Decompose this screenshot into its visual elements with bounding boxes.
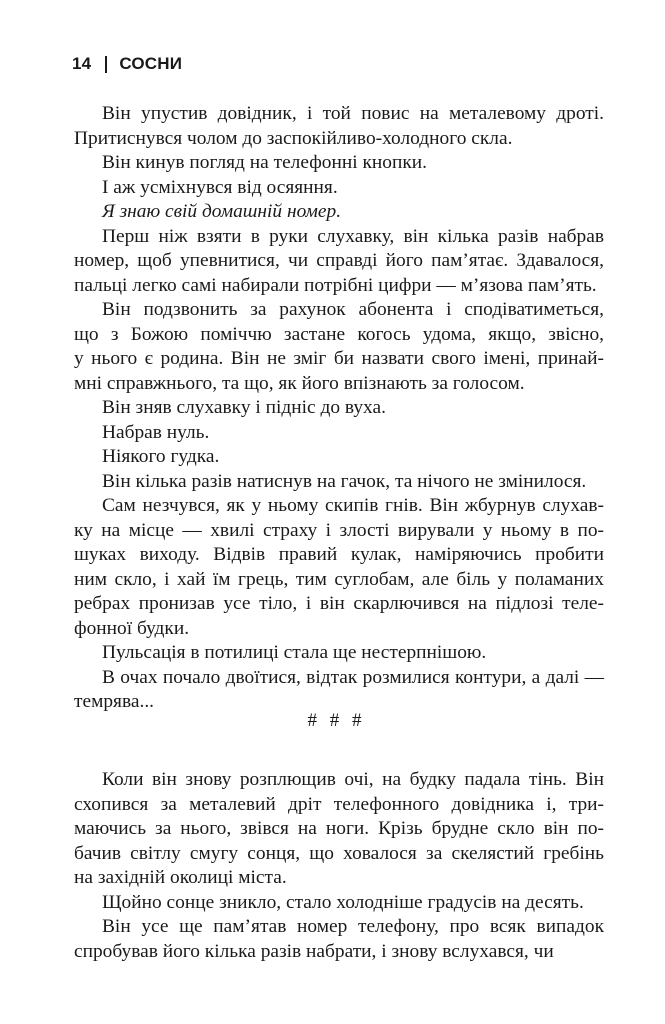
paragraph: [74, 641, 604, 666]
text-line: у нього є родина. Він не зміг би назвати свого імені, принай-: [74, 348, 604, 369]
text-line: на західній околиці міста.: [74, 867, 287, 888]
text-line: Набрав нуль.: [102, 421, 210, 443]
paragraph: [74, 891, 604, 916]
body-text-before-break: [74, 102, 604, 715]
paragraph: [74, 470, 604, 495]
text-line: мні справжнього, та що, як його впізнають за голосом.: [74, 372, 525, 394]
text-line: І аж усміхнувся від осяяння.: [102, 176, 338, 198]
text-line: ребрах пронизав усе тіло, і він скарлючився на підлозі теле-: [74, 593, 604, 614]
text-line: ку на місце — хвилі страху і злості вирували у ньому в по-: [74, 519, 604, 541]
text-line: Він зняв слухавку і підніс до вуха.: [102, 397, 386, 418]
paragraph: [74, 445, 604, 470]
paragraph: [74, 396, 604, 421]
text-line: Він упустив довідник, і той повис на металевому дроті.: [102, 103, 604, 124]
paragraph: [74, 225, 604, 299]
text-line: номер, щоб упевнитися, чи справді його пам’ятає. Здавалося,: [74, 250, 604, 271]
text-line: шуках виходу. Відвів правий кулак, наміряючись пробити: [74, 544, 604, 565]
text-line: В очах почало двоїтися, відтак розмилися контури, а далі —: [102, 666, 604, 688]
paragraph: [74, 176, 604, 201]
text-line: Я знаю свій домашній номер.: [102, 201, 342, 222]
paragraph: [74, 494, 604, 641]
section-break: # # #: [307, 710, 366, 731]
paragraph: [74, 298, 604, 396]
text-line: бачив світлу смугу сонця, що ховалося за скелястий гребінь: [74, 842, 604, 864]
header-separator: [105, 56, 107, 73]
body-text-after-break: [74, 768, 604, 964]
paragraph: [74, 200, 604, 225]
text-line: Він усе ще пам’ятав номер телефону, про всяк випадок: [102, 916, 604, 937]
text-line: Перш ніж взяти в руки слухавку, він кілька разів набрав: [102, 225, 604, 247]
page-number: 14: [72, 54, 92, 73]
text-line: спробував його кілька разів набрати, і знову вслухався, чи: [74, 940, 554, 962]
text-line: що з Божою поміччю застане когось удома, якщо, звісно,: [74, 323, 604, 345]
text-line: Він подзвонить за рахунок абонента і сподіватиметься,: [102, 299, 604, 320]
text-line: Коли він знову розплющив очі, на будку падала тінь. Він: [102, 769, 604, 790]
paragraph: [74, 768, 604, 891]
book-title: СОСНИ: [119, 54, 183, 73]
paragraph: [74, 102, 604, 151]
text-line: Ніякого гудка.: [102, 446, 220, 467]
paragraph: [74, 915, 604, 964]
text-line: Він кілька разів натиснув на гачок, та нічого не змінилося.: [102, 470, 587, 492]
paragraph: [74, 421, 604, 446]
text-line: фонної будки.: [74, 617, 190, 639]
text-line: Він кинув погляд на телефонні кнопки.: [102, 152, 427, 173]
paragraph: [74, 666, 604, 715]
text-line: Щойно сонце зникло, стало холодніше градусів на десять.: [102, 891, 584, 913]
text-line: ним скло, і хай їм грець, тим суглобам, але біль у поламаних: [74, 568, 604, 590]
paragraph: [74, 151, 604, 176]
text-line: пальці легко самі набирали потрібні цифри — м’язова пам’ять.: [74, 274, 597, 296]
text-line: Пульсація в потилиці стала ще нестерпнішою.: [102, 642, 487, 663]
running-head: [72, 52, 182, 76]
text-line: Сам незчувся, як у ньому скипів гнів. Він жбурнув слухав-: [102, 495, 604, 516]
text-line: схопився за металевий дріт телефонного довідника і, три-: [74, 793, 604, 815]
text-line: Притиснувся чолом до заспокійливо-холодного скла.: [74, 127, 513, 149]
text-line: темрява...: [74, 691, 155, 712]
text-line: маючись за нього, звівся на ноги. Крізь брудне скло він по-: [74, 818, 604, 839]
